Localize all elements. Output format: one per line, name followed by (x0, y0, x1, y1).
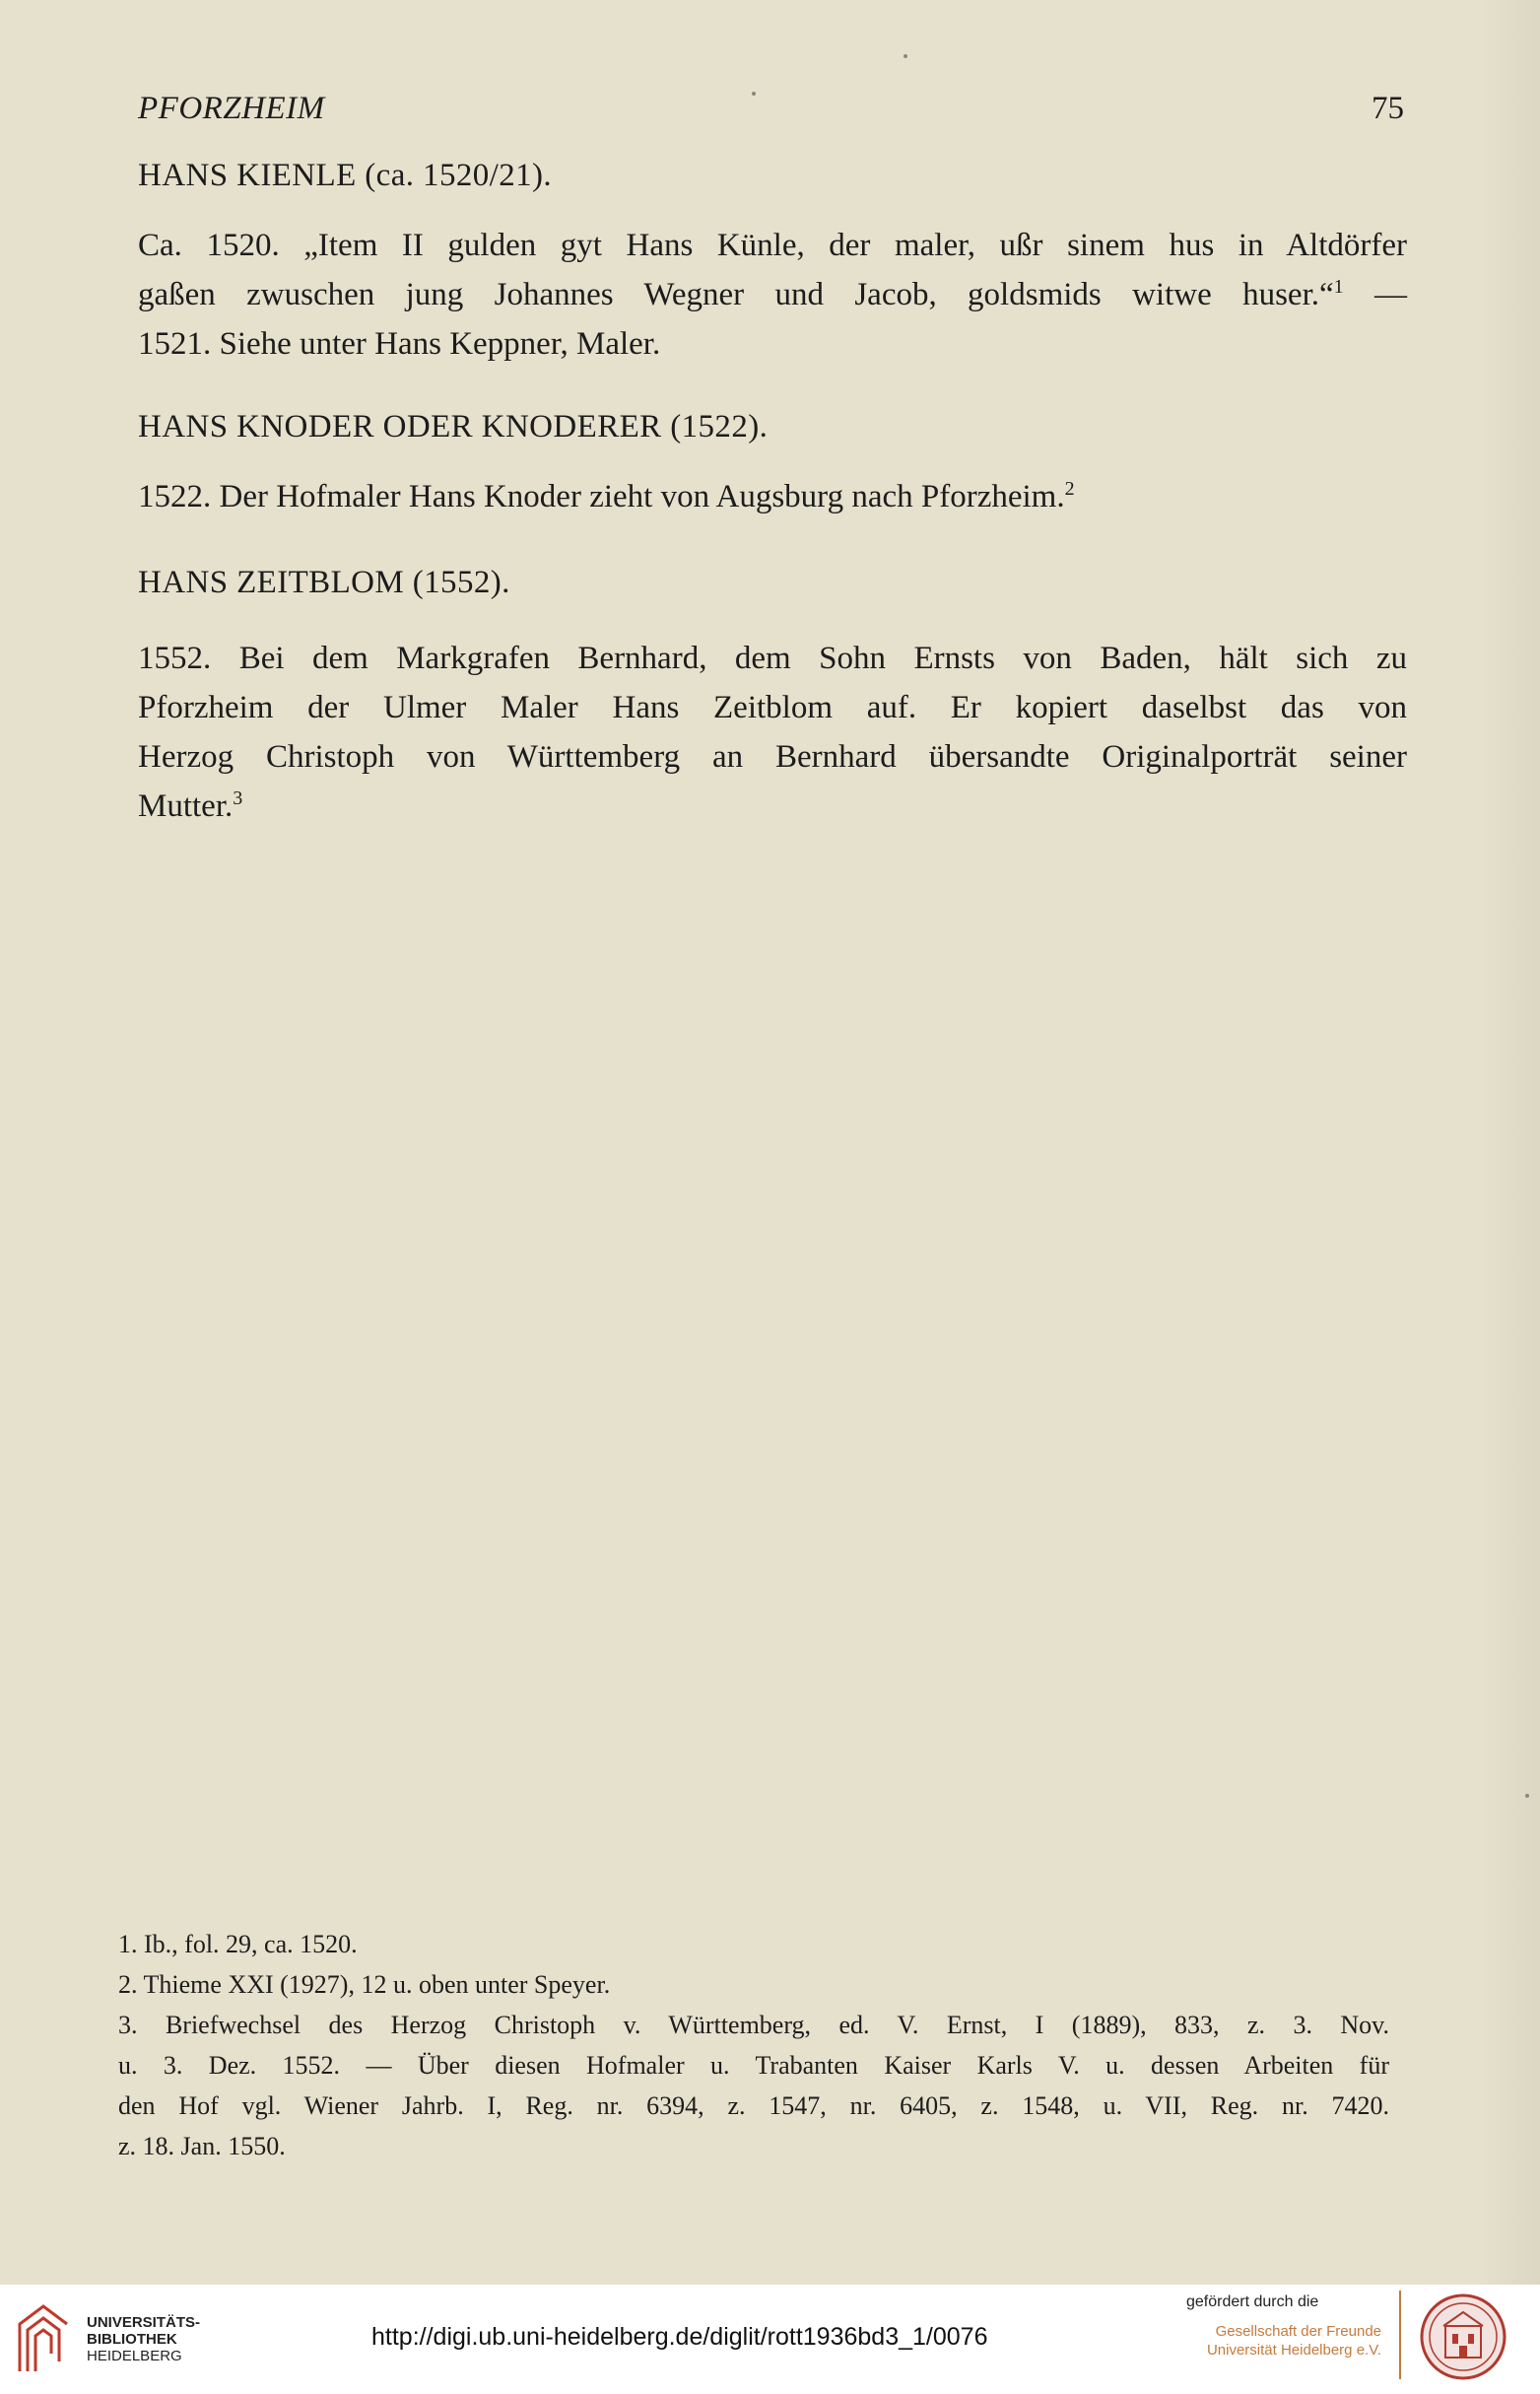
page-number: 75 (1372, 91, 1404, 126)
footer-divider (1399, 2291, 1401, 2379)
library-logo-icon[interactable] (14, 2302, 75, 2375)
dash: — (1343, 277, 1408, 312)
body-line: Pforzheim der Ulmer Maler Hans Zeitblom auf. Er kopiert daselbst das von (138, 690, 1407, 725)
body-line: 1521. Siehe unter Hans Keppner, Maler. (138, 326, 661, 362)
footnote: z. 18. Jan. 1550. (118, 2132, 286, 2160)
body-line-text: Mutter. (138, 788, 234, 824)
body-line: 1552. Bei dem Markgrafen Bernhard, dem Sohn Ernsts von Baden, hält sich zu (138, 641, 1407, 676)
library-name[interactable] (87, 2314, 200, 2364)
section-heading-knoder: HANS KNODER ODER KNODERER (1522). (138, 409, 769, 445)
section-heading-zeitblom: HANS ZEITBLOM (1552). (138, 565, 510, 600)
footnote-ref[interactable]: 1 (1333, 276, 1344, 298)
scan-speck (904, 54, 907, 58)
scan-speck (752, 92, 756, 96)
footnote: 1. Ib., fol. 29, ca. 1520. (118, 1930, 358, 1958)
footnote: den Hof vgl. Wiener Jahrb. I, Reg. nr. 6394, z. 1547, nr. 6405, z. 1548, u. VII, Reg. nr. 7420. (118, 2091, 1389, 2120)
section-body-kienle (138, 221, 1407, 369)
body-line-text: gaßen zwuschen jung Johannes Wegner und Jacob, goldsmids witwe huser.“ (138, 277, 1334, 312)
page-edge-shade (1478, 0, 1540, 2285)
body-line (138, 472, 1407, 521)
funded-by-label: gefördert durch die (1186, 2293, 1319, 2310)
society-name[interactable] (1202, 2322, 1381, 2360)
body-line-text: 1522. Der Hofmaler Hans Knoder zieht von Augsburg nach Pforzheim. (138, 479, 1065, 514)
scan-speck (1525, 1794, 1529, 1798)
footnote: 2. Thieme XXI (1927), 12 u. oben unter Speyer. (118, 1970, 611, 1999)
section-body-knoder (138, 472, 1407, 521)
library-line: UNIVERSITÄTS- (87, 2314, 201, 2331)
footnotes (118, 1924, 1389, 2166)
footnote: u. 3. Dez. 1552. — Über diesen Hofmaler u. Trabanten Kaiser Karls V. u. dessen Arbeiten für (118, 2051, 1389, 2080)
society-line: Gesellschaft der Freunde (1215, 2323, 1381, 2340)
footnote-ref[interactable]: 3 (233, 787, 243, 809)
body-line (138, 270, 1407, 319)
section-heading-kienle: HANS KIENLE (ca. 1520/21). (138, 158, 553, 193)
body-line: Herzog Christoph von Württemberg an Bernhard übersandte Originalporträt seiner (138, 739, 1407, 775)
permalink-url[interactable]: http://digi.ub.uni-heidelberg.de/diglit/rott1936bd3_1/0076 (371, 2323, 988, 2351)
body-line: Ca. 1520. „Item II gulden gyt Hans Künle, der maler, ußr sinem hus in Altdörfer (138, 228, 1407, 263)
library-line: HEIDELBERG (87, 2348, 182, 2364)
university-seal-icon[interactable] (1419, 2292, 1507, 2381)
society-line: Universität Heidelberg e.V. (1206, 2342, 1381, 2359)
footnote-ref[interactable]: 2 (1064, 478, 1075, 500)
running-head: PFORZHEIM (138, 91, 325, 126)
library-line: BIBLIOTHEK (87, 2331, 177, 2348)
body-line (138, 782, 1407, 831)
footnote: 3. Briefwechsel des Herzog Christoph v. Württemberg, ed. V. Ernst, I (1889), 833, z. 3. Nov. (118, 2011, 1389, 2039)
section-body-zeitblom (138, 634, 1407, 831)
